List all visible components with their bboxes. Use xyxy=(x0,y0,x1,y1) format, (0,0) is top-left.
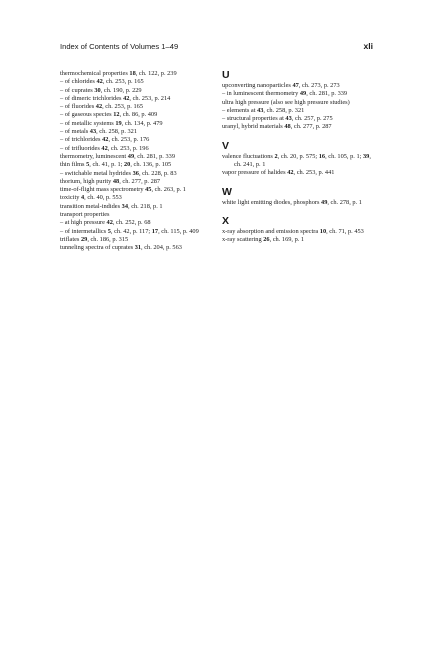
volume-number: 48 xyxy=(284,123,291,131)
volume-number: 49 xyxy=(321,198,328,206)
entry-text: , ch. 253, p. 441 xyxy=(293,169,335,177)
entry-text: ultra high pressure (also see high pressure studies) xyxy=(222,98,350,106)
entry-text: white light emitting diodes, phosphors xyxy=(222,198,322,206)
volume-number: 17 xyxy=(151,227,159,235)
volume-number: 12 xyxy=(113,111,120,119)
index-entry xyxy=(222,99,377,107)
volume-number: 2 xyxy=(274,152,278,160)
entry-text: – of cuprates xyxy=(60,86,95,94)
entry-text: thermometry, luminescent xyxy=(60,152,128,160)
entry-text: , ch. 228, p. 83 xyxy=(138,169,177,177)
letter-section xyxy=(222,216,377,245)
entry-text: – of chlorides xyxy=(60,78,97,86)
index-entry xyxy=(222,228,377,236)
entry-text: , ch. 253, p. 214 xyxy=(129,94,171,102)
entry-text: , ch. 278, p. 1 xyxy=(327,198,362,206)
volume-number: 18 xyxy=(129,70,136,77)
index-entry xyxy=(60,244,208,252)
index-entry xyxy=(60,145,208,153)
entry-text: , ch. 105, p. 1; xyxy=(325,152,363,160)
entry-text: , ch. 277, p. 287 xyxy=(119,177,161,185)
entry-text: , ch. 281, p. 339 xyxy=(134,152,175,160)
entry-text: , ch. 134, p. 479 xyxy=(121,119,163,127)
entry-text: thermochemical properties xyxy=(60,70,130,77)
entry-text: upconverting nanoparticles xyxy=(222,82,293,89)
volume-number: 43 xyxy=(285,115,292,123)
volume-number: 42 xyxy=(123,94,130,102)
entry-text: , ch. 41, p. 1; xyxy=(89,161,124,169)
index-entry xyxy=(60,186,208,194)
entry-text: , ch. 122, p. 239 xyxy=(135,70,177,77)
entry-text: , ch. 115, p. 409 xyxy=(158,227,199,235)
volume-number: 42 xyxy=(96,78,103,86)
entry-text: , ch. 241, p. 1 xyxy=(234,152,371,169)
entry-text: , ch. 190, p. 229 xyxy=(100,86,142,94)
index-entry xyxy=(222,82,377,90)
volume-number: 19 xyxy=(115,119,122,127)
entry-text: – of trichlorides xyxy=(60,136,103,144)
index-entry xyxy=(60,153,208,161)
entry-text: transition metal-indides xyxy=(60,202,122,210)
volume-number: 47 xyxy=(292,82,299,89)
index-entry xyxy=(60,203,208,211)
section-letter-heading: X xyxy=(222,214,230,227)
entry-text: – of metallic systems xyxy=(60,119,116,127)
index-entry xyxy=(60,170,208,178)
entry-text: – structural properties at xyxy=(222,115,286,123)
entry-text: – of intermetallics xyxy=(60,227,108,235)
entry-text: uranyl, hybrid materials xyxy=(222,123,285,131)
letter-section xyxy=(222,141,377,178)
section-letter-heading: V xyxy=(222,139,230,152)
entry-text: vapor pressure of halides xyxy=(222,169,288,177)
running-head: Index of Contents of Volumes 1–49 xyxy=(60,42,179,51)
index-entry xyxy=(222,153,377,170)
entry-text: , ch. 257, p. 275 xyxy=(291,115,333,123)
index-entry xyxy=(60,219,208,227)
index-entry xyxy=(60,194,208,202)
volume-number: 5 xyxy=(86,161,90,169)
volume-number: 49 xyxy=(127,152,135,160)
volume-number: 10 xyxy=(319,227,327,235)
index-column-left xyxy=(60,70,208,253)
letter-section xyxy=(222,70,377,132)
volume-number: 4 xyxy=(80,194,85,202)
index-entry xyxy=(60,103,208,111)
entry-text: , ch. 136, p. 105 xyxy=(130,161,172,169)
entry-text: , ch. 252, p. 68 xyxy=(112,219,151,227)
index-entry xyxy=(60,78,208,86)
volume-number: 16 xyxy=(318,152,326,160)
index-entry xyxy=(60,236,208,244)
index-entry xyxy=(60,211,208,219)
entry-text: tunneling spectra of cuprates xyxy=(60,244,135,252)
entry-text: triflates xyxy=(60,235,81,243)
entry-text: , ch. 253, p. 196 xyxy=(107,144,149,152)
index-entry xyxy=(60,161,208,169)
volume-number: 30 xyxy=(94,86,101,94)
index-entry xyxy=(222,236,377,244)
entry-text: – of metals xyxy=(60,128,90,136)
entry-text: – in luminescent thermometry xyxy=(222,90,300,98)
volume-number: 42 xyxy=(101,144,108,152)
entry-text: , ch. 42, p. 117; xyxy=(110,227,152,235)
index-entry xyxy=(222,90,377,98)
index-entry xyxy=(60,128,208,136)
volume-number: 42 xyxy=(95,103,103,111)
volume-number: 5 xyxy=(107,227,111,235)
entry-text: , ch. 40, p. 553 xyxy=(84,194,122,202)
entry-text: , ch. 258, p. 321 xyxy=(96,128,138,136)
volume-number: 49 xyxy=(299,90,307,98)
index-entry xyxy=(60,178,208,186)
letter-section xyxy=(222,187,377,207)
entry-text: – of fluorides xyxy=(60,103,96,111)
volume-number: 36 xyxy=(132,169,139,177)
page-header xyxy=(60,41,373,55)
index-entry xyxy=(222,123,377,131)
entry-text: , ch. 86, p. 409 xyxy=(119,111,158,119)
entry-text: , ch. 273, p. 273 xyxy=(298,82,340,89)
entry-text: – switchable metal hydrides xyxy=(60,169,133,177)
entry-text: , ch. 263, p. 1 xyxy=(151,186,186,194)
entry-text: , ch. 204, p. 563 xyxy=(141,244,182,252)
volume-number: 42 xyxy=(287,169,294,177)
index-entry xyxy=(60,136,208,144)
volume-number: 26 xyxy=(263,236,270,244)
entry-text: toxicity xyxy=(60,194,81,202)
volume-number: 42 xyxy=(106,219,113,227)
index-entry xyxy=(60,120,208,128)
index-entry xyxy=(222,107,377,115)
entry-text: , ch. 71, p. 453 xyxy=(326,227,364,235)
entry-text: – of gaseous species xyxy=(60,111,114,119)
entry-text: time-of-flight mass spectrometry xyxy=(60,186,146,194)
index-entry xyxy=(222,199,377,207)
index-entry xyxy=(60,70,208,78)
entry-text: , ch. 218, p. 1 xyxy=(128,202,163,210)
entry-text: x-ray absorption and emission spectra xyxy=(222,227,320,235)
entry-text: thorium, high purity xyxy=(60,177,113,185)
entry-text: , ch. 258, p. 321 xyxy=(263,106,305,114)
volume-number: 45 xyxy=(145,186,152,194)
entry-text: , ch. 253, p. 165 xyxy=(102,78,144,86)
entry-text: , ch. 20, p. 575; xyxy=(277,152,319,160)
index-entry xyxy=(60,228,208,236)
entry-text: – of dimeric trichlorides xyxy=(60,94,124,102)
index-entry xyxy=(222,115,377,123)
volume-number: 43 xyxy=(257,106,264,114)
entry-text: – of trifluorides xyxy=(60,144,102,152)
entry-text: , ch. 186, p. 315 xyxy=(87,235,129,243)
volume-number: 48 xyxy=(112,177,120,185)
index-entry xyxy=(60,95,208,103)
entry-text: – at high pressure xyxy=(60,219,107,227)
index-column-right xyxy=(222,70,377,254)
entry-text: x-ray scattering xyxy=(222,236,264,244)
section-letter-heading: W xyxy=(222,185,232,198)
volume-number: 31 xyxy=(134,244,142,252)
section-letter-heading: U xyxy=(222,69,230,81)
entry-text: valence fluctuations xyxy=(222,152,275,160)
entry-text: , ch. 281, p. 339 xyxy=(306,90,348,98)
volume-number: 43 xyxy=(89,128,97,136)
entry-text: transport properties xyxy=(60,211,110,219)
index-entry xyxy=(60,111,208,119)
page-number: xli xyxy=(363,41,373,51)
entry-text: – elements at xyxy=(222,106,258,114)
volume-number: 39 xyxy=(362,152,370,160)
entry-text: , ch. 253, p. 176 xyxy=(108,136,150,144)
index-entry xyxy=(60,87,208,95)
volume-number: 42 xyxy=(102,136,109,144)
entry-text: , ch. 277, p. 287 xyxy=(290,123,332,131)
volume-number: 34 xyxy=(121,202,129,210)
volume-number: 29 xyxy=(80,235,88,243)
entry-text: , ch. 169, p. 1 xyxy=(269,236,305,244)
index-entry xyxy=(222,169,377,177)
entry-text: thin films xyxy=(60,161,87,169)
volume-number: 20 xyxy=(123,161,131,169)
entry-text: , ch. 253, p. 165 xyxy=(102,103,143,111)
